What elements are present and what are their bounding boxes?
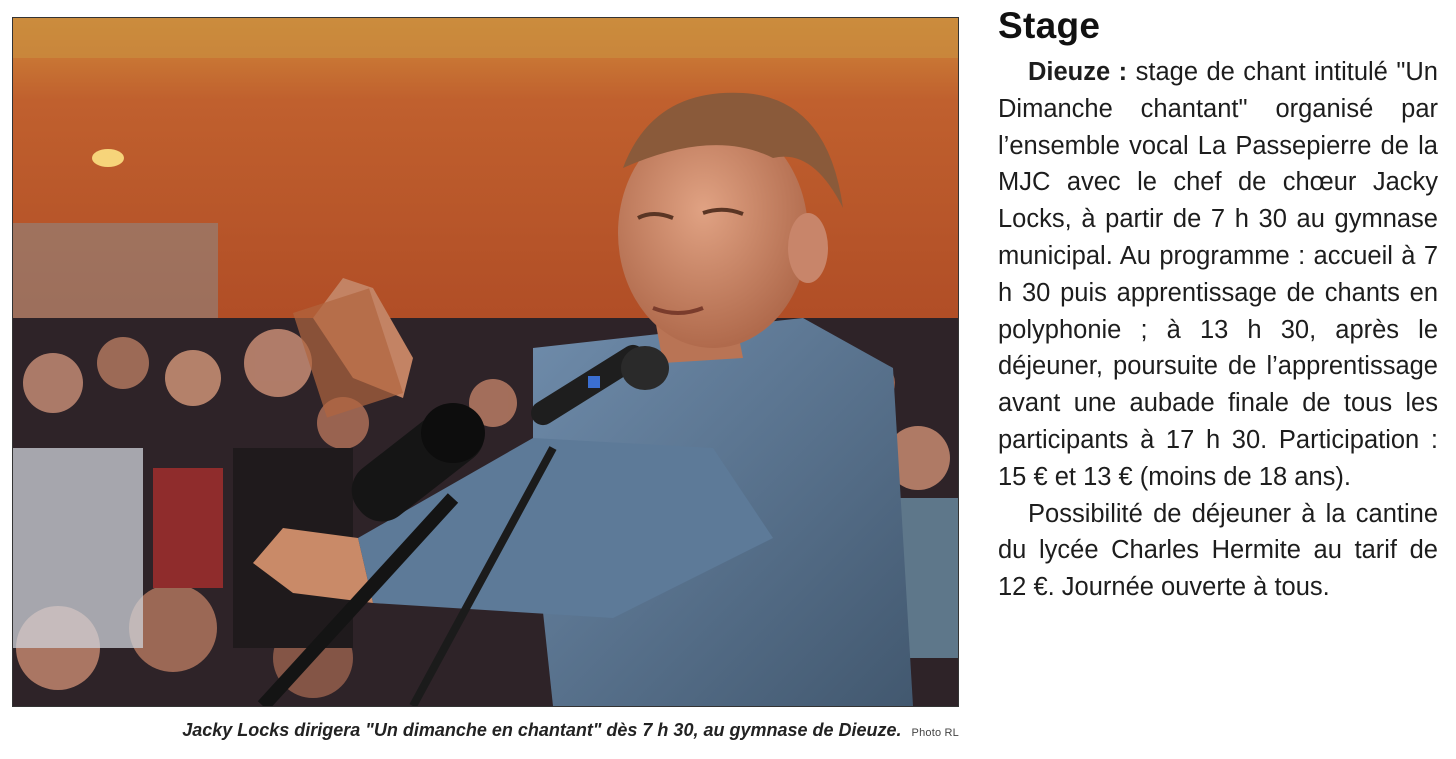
conductor-photo-illustration — [13, 18, 958, 706]
caption-text: Jacky Locks dirigera "Un dimanche en chantant" dès 7 h 30, au gymnase de Dieuze. — [182, 720, 902, 740]
news-article — [998, 4, 1438, 606]
paragraph-1-text: stage de chant intitulé "Un Dimanche chantant" organisé par l’ensemble vocal La Passepierre de la MJC avec le chef de chœur Jacky Locks, à partir de 7 h 30 au gymnase municipal. Au programme : accueil à 7 h 30 puis apprentissage de chants en polyphonie ; à 13 h 30, après le déjeuner, poursuite de l’apprentissage avant une aubade finale de tous les participants à 17 h 30. Participation : 15 € et 13 € (moins de 18 ans). — [998, 58, 1438, 491]
article-paragraph-2: Possibilité de déjeuner à la cantine du lycée Charles Hermite au tarif de 12 €. Journée ouverte à tous. — [998, 499, 1438, 602]
dateline: Dieuze : — [1028, 58, 1128, 86]
photo-credit: Photo RL — [911, 727, 959, 739]
article-paragraph-1 — [998, 54, 1438, 496]
article-headline: Stage — [998, 5, 1101, 46]
photo-caption — [12, 720, 959, 741]
news-photo — [12, 17, 959, 707]
